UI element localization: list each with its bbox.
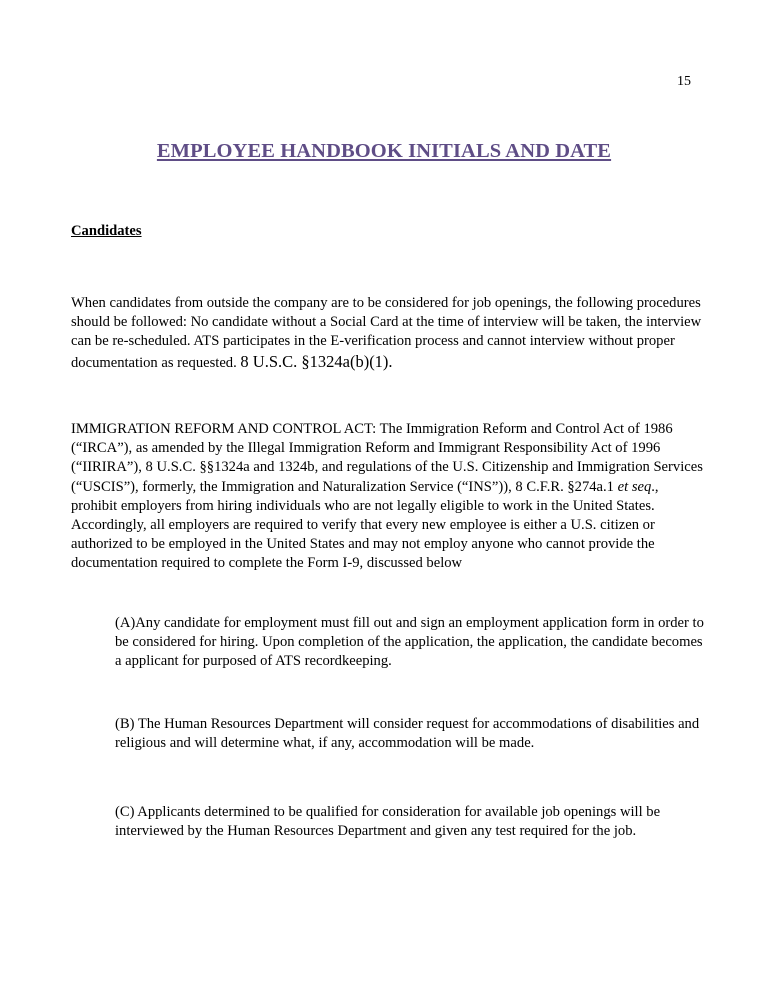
page-number: 15 <box>677 74 691 89</box>
irca-text-part2: ., prohibit employers from hiring individuals who are not legally eligible to work in the United States. Accordingly, all employers are required to verify that every new employee is either a U.S. citizen or authorized to be employed in the United States and may not employ anyone who cannot provide the documentation required to complete the Form I-9, discussed below <box>71 478 659 572</box>
intro-text: When candidates from outside the company are to be considered for job openings, the following procedures should be followed: No candidate without a Social Card at the time of interview will be taken, the interview can be re-scheduled. ATS participates in the E-verification process and cannot interview without proper documentation as requested. <box>71 295 702 371</box>
list-item-a: (A)Any candidate for employment must fill out and sign an employment application form in order to be considered for hiring. Upon completion of the application, the application, the candidate becomes a applicant for purposed of ATS recordkeeping. <box>115 615 704 670</box>
page-title: EMPLOYEE HANDBOOK INITIALS AND DATE <box>156 140 612 162</box>
intro-citation: 8 U.S.C. §1324a(b)(1). <box>240 351 393 371</box>
section-heading-candidates: Candidates <box>71 223 142 239</box>
intro-paragraph <box>71 294 703 373</box>
irca-text-part1: IMMIGRATION REFORM AND CONTROL ACT: The Immigration Reform and Control Act of 1986 (“IRCA”), as amended by the Illegal Immigration Reform and Immigrant Responsibility Act of 1996 (“IIRIRA”), 8 U.S.C. §§1324a and 1324b, and regulations of the U.S. Citizenship and Immigration Services (“USCIS”), formerly, the Immigration and Naturalization Service (“INS”)), 8 C.F.R. §274a.1 <box>71 421 703 495</box>
irca-paragraph <box>71 420 703 574</box>
list-item-b: (B) The Human Resources Department will consider request for accommodations of disabilities and religious and will determine what, if any, accommodation will be made. <box>115 716 700 752</box>
list-item-c: (C) Applicants determined to be qualified for consideration for available job openings will be interviewed by the Human Resources Department and given any test required for the job. <box>115 804 661 840</box>
irca-italic-et-seq: et seq <box>617 478 652 495</box>
